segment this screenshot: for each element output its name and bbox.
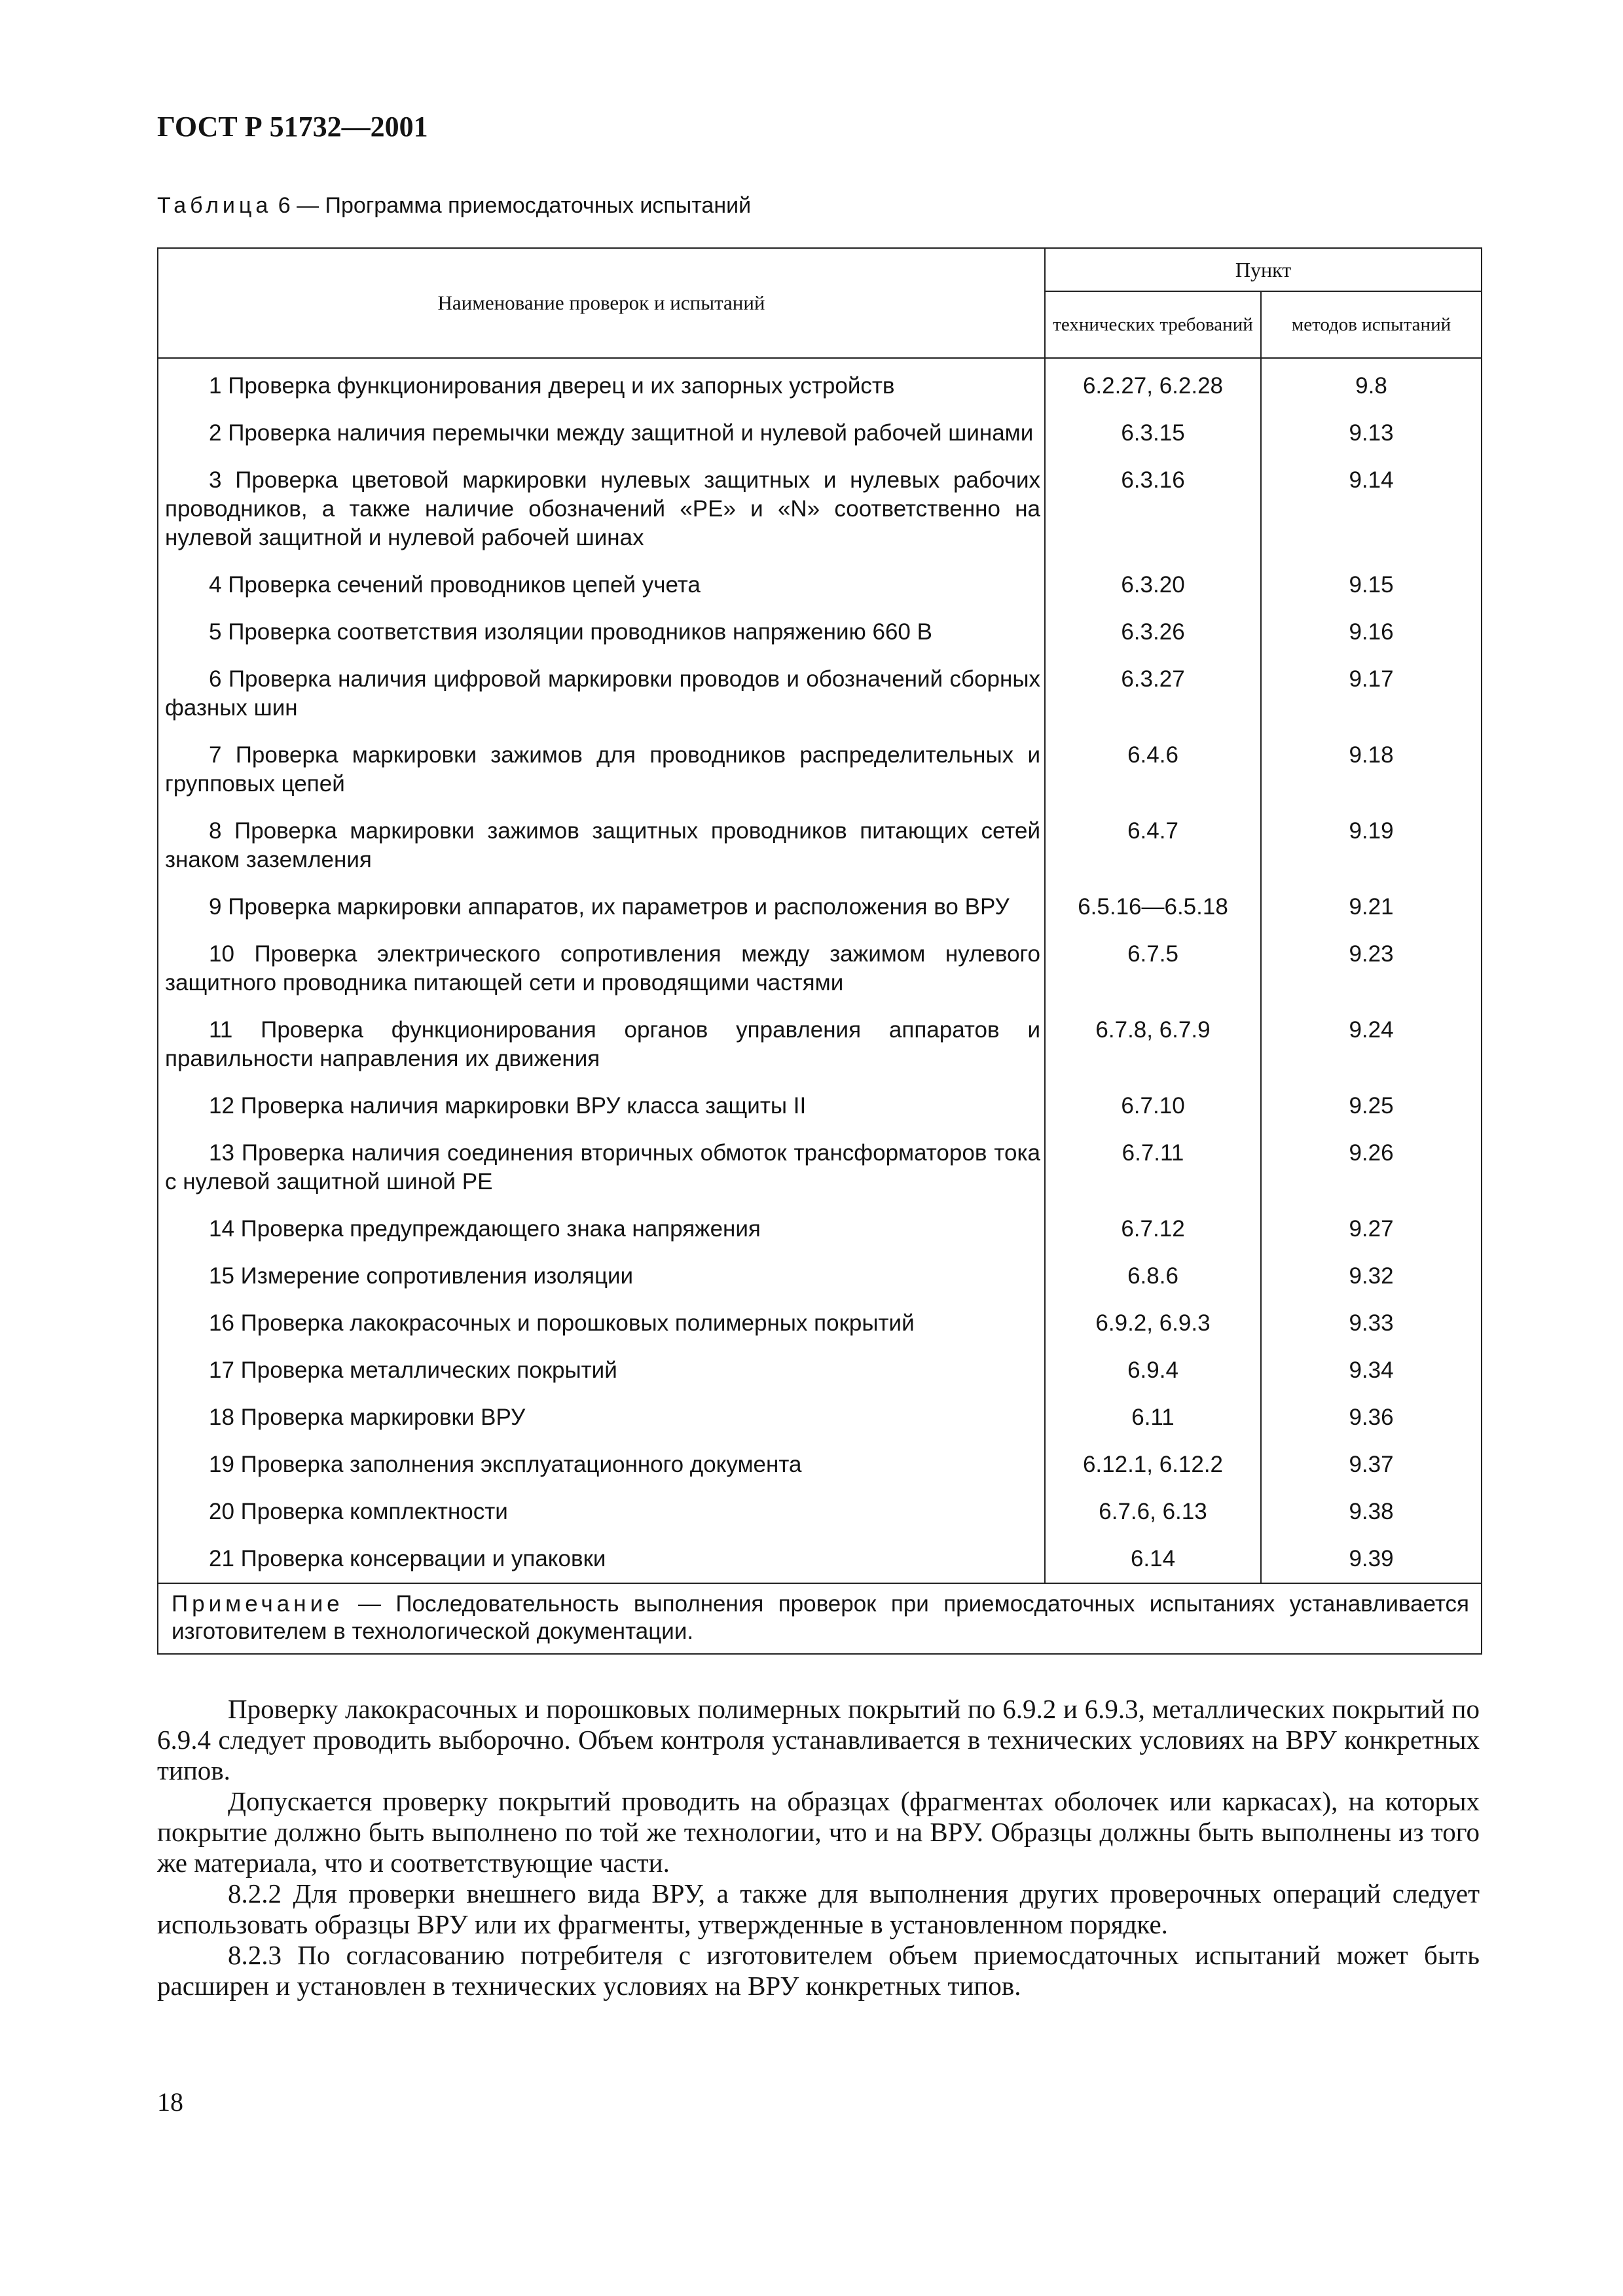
test-name-cell bbox=[158, 1440, 1045, 1487]
test-name-text: 11 Проверка функционирования органов управления аппаратов и правильности направления их движения bbox=[165, 1017, 1040, 1071]
test-name-text: 3 Проверка цветовой маркировки нулевых защитных и нулевых рабочих проводников, а также наличие обозначений «PE» и «N» соответственно на нулевой защитной и нулевой рабочей шинах bbox=[165, 467, 1040, 550]
table-row bbox=[158, 882, 1482, 929]
table-row bbox=[158, 607, 1482, 655]
table-row bbox=[158, 1251, 1482, 1299]
tech-requirement-cell: 6.4.6 bbox=[1045, 730, 1261, 806]
tech-requirement-cell: 6.7.5 bbox=[1045, 929, 1261, 1005]
tech-requirement-cell: 6.3.27 bbox=[1045, 655, 1261, 730]
test-name-cell bbox=[158, 1005, 1045, 1081]
table-caption-title: 6 — Программа приемосдаточных испытаний bbox=[272, 193, 752, 218]
paragraph: 8.2.3 По согласованию потребителя с изготовителем объем приемосдаточных испытаний может быть расширен и установлен в технических условиях на ВРУ конкретных типов. bbox=[157, 1940, 1480, 2001]
table-row bbox=[158, 1534, 1482, 1583]
test-name-cell bbox=[158, 1487, 1045, 1534]
test-method-cell: 9.38 bbox=[1261, 1487, 1482, 1534]
test-method-cell: 9.34 bbox=[1261, 1346, 1482, 1393]
table-caption bbox=[157, 193, 751, 219]
test-name-cell bbox=[158, 1204, 1045, 1251]
test-name-cell bbox=[158, 882, 1045, 929]
table-body bbox=[158, 358, 1482, 1583]
test-method-cell: 9.26 bbox=[1261, 1128, 1482, 1204]
test-method-cell: 9.18 bbox=[1261, 730, 1482, 806]
note-text: — Последовательность выполнения проверок при приемосдаточных испытаниях устанавливается изготовителем в технологической документации. bbox=[172, 1591, 1469, 1644]
test-method-cell: 9.14 bbox=[1261, 456, 1482, 560]
test-method-cell: 9.19 bbox=[1261, 806, 1482, 882]
table-row bbox=[158, 929, 1482, 1005]
test-method-cell: 9.36 bbox=[1261, 1393, 1482, 1440]
tech-requirement-cell: 6.7.6, 6.13 bbox=[1045, 1487, 1261, 1534]
tech-requirement-cell: 6.7.11 bbox=[1045, 1128, 1261, 1204]
test-name-text: 20 Проверка комплектности bbox=[209, 1499, 508, 1524]
table-row bbox=[158, 1393, 1482, 1440]
table-row bbox=[158, 1005, 1482, 1081]
acceptance-tests-table bbox=[157, 247, 1482, 1655]
test-name-text: 5 Проверка соответствия изоляции проводников напряжению 660 В bbox=[209, 619, 932, 645]
header-punkt: Пункт bbox=[1045, 248, 1482, 291]
paragraph: Допускается проверку покрытий проводить на образцах (фрагментах оболочек или каркасах), на которых покрытие должно быть выполнено по той же технологии, что и на ВРУ. Образцы должны быть выполнены из того же материала, что и соответствующие части. bbox=[157, 1786, 1480, 1878]
tech-requirement-cell: 6.8.6 bbox=[1045, 1251, 1261, 1299]
test-name-cell bbox=[158, 560, 1045, 607]
tech-requirement-cell: 6.2.27, 6.2.28 bbox=[1045, 358, 1261, 408]
test-method-cell: 9.39 bbox=[1261, 1534, 1482, 1583]
test-method-cell: 9.23 bbox=[1261, 929, 1482, 1005]
tech-requirement-cell: 6.7.8, 6.7.9 bbox=[1045, 1005, 1261, 1081]
test-name-cell bbox=[158, 358, 1045, 408]
tech-requirement-cell: 6.12.1, 6.12.2 bbox=[1045, 1440, 1261, 1487]
tech-requirement-cell: 6.3.20 bbox=[1045, 560, 1261, 607]
test-name-text: 9 Проверка маркировки аппаратов, их параметров и расположения во ВРУ bbox=[209, 894, 1010, 920]
test-name-cell bbox=[158, 730, 1045, 806]
test-name-text: 2 Проверка наличия перемычки между защитной и нулевой рабочей шинами bbox=[209, 420, 1034, 446]
tech-requirement-cell: 6.3.16 bbox=[1045, 456, 1261, 560]
test-method-cell: 9.21 bbox=[1261, 882, 1482, 929]
table-row bbox=[158, 408, 1482, 456]
tech-requirement-cell: 6.5.16—6.5.18 bbox=[1045, 882, 1261, 929]
test-name-text: 6 Проверка наличия цифровой маркировки проводов и обозначений сборных фазных шин bbox=[165, 666, 1040, 721]
test-name-cell bbox=[158, 607, 1045, 655]
table-row bbox=[158, 1346, 1482, 1393]
test-method-cell: 9.27 bbox=[1261, 1204, 1482, 1251]
test-name-cell bbox=[158, 1251, 1045, 1299]
tech-requirement-cell: 6.14 bbox=[1045, 1534, 1261, 1583]
note-label: Примечание bbox=[172, 1591, 344, 1617]
table-row bbox=[158, 358, 1482, 408]
test-name-cell bbox=[158, 1393, 1045, 1440]
table-row bbox=[158, 1204, 1482, 1251]
test-name-cell bbox=[158, 1299, 1045, 1346]
test-name-cell bbox=[158, 806, 1045, 882]
test-method-cell: 9.25 bbox=[1261, 1081, 1482, 1128]
test-name-text: 4 Проверка сечений проводников цепей учета bbox=[209, 572, 701, 598]
test-method-cell: 9.37 bbox=[1261, 1440, 1482, 1487]
test-name-text: 19 Проверка заполнения эксплуатационного документа bbox=[209, 1452, 802, 1477]
test-name-cell bbox=[158, 456, 1045, 560]
test-name-text: 16 Проверка лакокрасочных и порошковых полимерных покрытий bbox=[209, 1310, 915, 1336]
test-name-text: 18 Проверка маркировки ВРУ bbox=[209, 1405, 526, 1430]
test-name-text: 10 Проверка электрического сопротивления между зажимом нулевого защитного проводника питающей сети и проводящими частями bbox=[165, 941, 1040, 996]
test-name-cell bbox=[158, 655, 1045, 730]
tech-requirement-cell: 6.7.10 bbox=[1045, 1081, 1261, 1128]
test-name-text: 14 Проверка предупреждающего знака напряжения bbox=[209, 1216, 761, 1242]
table-note bbox=[158, 1583, 1482, 1654]
test-method-cell: 9.15 bbox=[1261, 560, 1482, 607]
test-name-text: 8 Проверка маркировки зажимов защитных проводников питающих сетей знаком заземления bbox=[165, 818, 1040, 872]
test-name-text: 1 Проверка функционирования дверец и их запорных устройств bbox=[209, 373, 895, 399]
test-method-cell: 9.16 bbox=[1261, 607, 1482, 655]
tech-requirement-cell: 6.3.15 bbox=[1045, 408, 1261, 456]
table-row bbox=[158, 655, 1482, 730]
table-row bbox=[158, 1299, 1482, 1346]
test-method-cell: 9.32 bbox=[1261, 1251, 1482, 1299]
test-name-cell bbox=[158, 1346, 1045, 1393]
test-name-cell bbox=[158, 1128, 1045, 1204]
table-caption-label: Таблица bbox=[157, 193, 272, 218]
table-row bbox=[158, 730, 1482, 806]
test-method-cell: 9.13 bbox=[1261, 408, 1482, 456]
test-name-cell bbox=[158, 929, 1045, 1005]
test-method-cell: 9.24 bbox=[1261, 1005, 1482, 1081]
tech-requirement-cell: 6.11 bbox=[1045, 1393, 1261, 1440]
tech-requirement-cell: 6.3.26 bbox=[1045, 607, 1261, 655]
table-row bbox=[158, 1081, 1482, 1128]
test-name-text: 13 Проверка наличия соединения вторичных обмоток трансформаторов тока с нулевой защитной шиной PE bbox=[165, 1140, 1040, 1194]
test-name-text: 12 Проверка наличия маркировки ВРУ класса защиты II bbox=[209, 1093, 807, 1119]
test-name-text: 17 Проверка металлических покрытий bbox=[209, 1357, 617, 1383]
page-number: 18 bbox=[157, 2087, 183, 2117]
tech-requirement-cell: 6.9.2, 6.9.3 bbox=[1045, 1299, 1261, 1346]
table-row bbox=[158, 1440, 1482, 1487]
test-name-cell bbox=[158, 408, 1045, 456]
test-name-text: 21 Проверка консервации и упаковки bbox=[209, 1546, 606, 1571]
table-row bbox=[158, 560, 1482, 607]
test-method-cell: 9.17 bbox=[1261, 655, 1482, 730]
table-row bbox=[158, 1487, 1482, 1534]
test-name-cell bbox=[158, 1081, 1045, 1128]
table-row bbox=[158, 456, 1482, 560]
test-name-cell bbox=[158, 1534, 1045, 1583]
paragraph: 8.2.2 Для проверки внешнего вида ВРУ, а также для выполнения других проверочных операций следует использовать образцы ВРУ или их фрагменты, утвержденные в установленном порядке. bbox=[157, 1878, 1480, 1939]
document-header: ГОСТ Р 51732—2001 bbox=[157, 111, 428, 143]
tech-requirement-cell: 6.9.4 bbox=[1045, 1346, 1261, 1393]
test-method-cell: 9.33 bbox=[1261, 1299, 1482, 1346]
header-tech-requirements: технических требований bbox=[1045, 291, 1261, 358]
paragraph: Проверку лакокрасочных и порошковых полимерных покрытий по 6.9.2 и 6.9.3, металлических покрытий по 6.9.4 следует проводить выборочно. Объем контроля устанавливается в технических условиях на ВРУ конкретных типов. bbox=[157, 1694, 1480, 1785]
test-method-cell: 9.8 bbox=[1261, 358, 1482, 408]
test-name-text: 7 Проверка маркировки зажимов для проводников распределительных и групповых цепей bbox=[165, 742, 1040, 797]
header-test-methods: методов испытаний bbox=[1261, 291, 1482, 358]
table-row bbox=[158, 806, 1482, 882]
tech-requirement-cell: 6.7.12 bbox=[1045, 1204, 1261, 1251]
tech-requirement-cell: 6.4.7 bbox=[1045, 806, 1261, 882]
body-text bbox=[157, 1694, 1480, 2001]
table-row bbox=[158, 1128, 1482, 1204]
test-name-text: 15 Измерение сопротивления изоляции bbox=[209, 1263, 634, 1289]
header-test-name: Наименование проверок и испытаний bbox=[158, 248, 1045, 358]
